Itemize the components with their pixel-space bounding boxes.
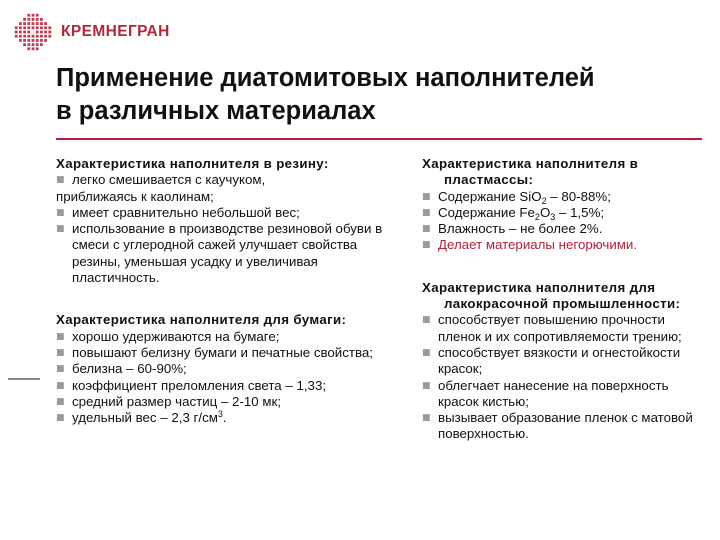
logo-cell <box>23 22 26 25</box>
left-column <box>56 156 402 426</box>
sio2-sub: 2 <box>541 195 547 206</box>
bullet-square-icon: ■ <box>56 331 65 342</box>
bullet-square-icon: ■ <box>56 175 65 186</box>
logo-cell <box>27 31 30 34</box>
logo-cell <box>40 31 43 34</box>
logo-cell <box>23 26 26 29</box>
list-item <box>422 378 704 411</box>
plastics-sio2 <box>438 189 704 205</box>
logo-cell <box>19 22 22 25</box>
bullet-square-icon: ■ <box>422 315 431 326</box>
list-item <box>422 410 704 443</box>
paint-item-2: способствует вязкости и огнестойкости красок; <box>438 344 681 377</box>
logo-cell <box>44 35 47 38</box>
paper-item-3: белизна – 60-90%; <box>72 361 187 377</box>
fe2o3-sub2: 3 <box>550 211 556 222</box>
logo-cell <box>40 26 43 29</box>
bullet-square-icon: ■ <box>56 207 65 218</box>
plastics-fe2o3 <box>438 205 704 221</box>
list-item <box>56 172 402 188</box>
list-item <box>422 237 704 253</box>
logo-cell <box>36 39 39 42</box>
logo-cell <box>27 14 30 17</box>
logo-cell <box>36 35 39 38</box>
list-item <box>56 410 402 426</box>
fe2o3-sub1: 2 <box>534 211 540 222</box>
list-item <box>56 221 402 286</box>
page-title-line-1: Применение диатомитовых наполнителей <box>56 64 595 92</box>
plastics-nonflammable: Делает материалы негорючими. <box>438 237 638 253</box>
logo-cell <box>32 35 35 38</box>
logo-cell <box>36 22 39 25</box>
page-title-line-2: в различных материалах <box>56 97 376 125</box>
logo-cell <box>27 43 30 46</box>
paint-item-4: вызывает образование пленок с матовой поверхностью. <box>438 410 693 442</box>
logo-cell <box>32 26 35 29</box>
logo-cell <box>32 14 35 17</box>
list-item <box>422 189 704 205</box>
rubber-item-3: использование в производстве резиновой обуви в смеси с углеродной сажей улучшает свойства резины, уменьшая усадку и увеличивая пластичность. <box>72 221 383 286</box>
fe2o3-post: – 1,5%; <box>555 204 605 220</box>
bullet-square-icon: ■ <box>422 224 431 235</box>
logo-cell <box>15 31 18 34</box>
rubber-heading: Характеристика наполнителя в резину: <box>56 156 329 171</box>
list-item <box>56 345 402 361</box>
bullet-square-icon: ■ <box>56 396 65 407</box>
bullet-square-icon: ■ <box>422 191 431 202</box>
logo-cell <box>15 26 18 29</box>
logo-cell <box>19 39 22 42</box>
logo-cell <box>40 35 43 38</box>
bullet-square-icon: ■ <box>422 207 431 218</box>
rubber-item-1: легко смешивается с каучуком, <box>72 172 266 188</box>
logo-cell <box>48 35 51 38</box>
logo-cell <box>40 18 43 21</box>
list-item <box>422 221 704 237</box>
logo-cell <box>36 43 39 46</box>
brand-logo <box>13 12 170 52</box>
logo-cell <box>36 26 39 29</box>
rubber-item-1-continuation: приближаясь к каолинам; <box>56 188 214 204</box>
logo-cell <box>36 47 39 50</box>
bullet-square-icon: ■ <box>56 347 65 358</box>
sio2-pre: Содержание Si <box>438 188 532 204</box>
list-item <box>422 312 704 345</box>
logo-cell <box>23 18 26 21</box>
logo-cell <box>32 39 35 42</box>
side-mark <box>8 378 40 380</box>
logo-cell <box>27 35 30 38</box>
paper-weight-sup: 3 <box>217 409 223 420</box>
sio2-post: – 80-88%; <box>546 188 611 204</box>
logo-cell <box>27 18 30 21</box>
list-item <box>56 378 402 394</box>
paper-item-6 <box>72 410 402 426</box>
right-column <box>422 156 704 443</box>
logo-cell <box>23 35 26 38</box>
bullet-square-icon: ■ <box>422 347 431 358</box>
logo-cell <box>40 39 43 42</box>
fe2o3-pre: Содержание Fe <box>438 204 535 220</box>
logo-cell <box>40 22 43 25</box>
logo-cell <box>19 35 22 38</box>
bullet-square-icon: ■ <box>56 380 65 391</box>
logo-cell <box>27 39 30 42</box>
logo-cell <box>36 18 39 21</box>
paint-item-1: способствует повышению прочности пленок и их сопротивляемости трению; <box>438 312 682 344</box>
logo-cell <box>15 35 18 38</box>
logo-cell <box>32 22 35 25</box>
list-item <box>56 205 402 221</box>
logo-cell <box>32 43 35 46</box>
grid-logo-icon <box>13 12 53 52</box>
bullet-square-icon: ■ <box>422 240 431 251</box>
logo-cell <box>40 43 43 46</box>
fe2o3-el: O <box>539 204 551 220</box>
paint-heading: Характеристика наполнителя для лакокрасочной промышленности: <box>422 279 681 312</box>
bullet-square-icon: ■ <box>56 364 65 375</box>
paper-weight-end: . <box>222 410 227 426</box>
brand-name: КРЕМНЕГРАН <box>61 23 170 40</box>
logo-cell <box>32 47 35 50</box>
title-divider <box>56 138 702 140</box>
bullet-square-icon: ■ <box>422 380 431 391</box>
paper-item-5: средний размер частиц – 2-10 мк; <box>72 393 282 409</box>
paper-weight-text: удельный вес – 2,3 г/см <box>72 410 218 426</box>
logo-cell <box>36 31 39 34</box>
logo-cell <box>23 43 26 46</box>
logo-cell <box>44 26 47 29</box>
paper-item-1: хорошо удерживаются на бумаге; <box>72 328 280 344</box>
bullet-square-icon: ■ <box>56 224 65 235</box>
logo-cell <box>19 31 22 34</box>
logo-cell <box>27 47 30 50</box>
logo-cell <box>44 22 47 25</box>
logo-cell <box>48 26 51 29</box>
bullet-square-icon: ■ <box>56 413 65 424</box>
plastics-heading: Характеристика наполнителя в пластмассы: <box>422 156 639 188</box>
paper-item-2: повышают белизну бумаги и печатные свойства; <box>72 344 373 360</box>
paint-item-3: облегчает нанесение на поверхность красок кистью; <box>438 377 669 409</box>
logo-cell <box>36 14 39 17</box>
sio2-el: O <box>531 188 542 204</box>
logo-cell <box>23 31 26 34</box>
logo-cell <box>48 31 51 34</box>
logo-cell <box>44 31 47 34</box>
paper-item-4: коэффициент преломления света – 1,33; <box>72 377 327 393</box>
rubber-item-2: имеет сравнительно небольшой вес; <box>72 204 300 220</box>
list-item <box>422 205 704 221</box>
list-item <box>56 361 402 377</box>
plastics-humidity: Влажность – не более 2%. <box>438 221 603 237</box>
logo-cell <box>44 39 47 42</box>
logo-cell <box>19 26 22 29</box>
list-item <box>422 345 704 378</box>
list-item <box>56 329 402 345</box>
bullet-square-icon: ■ <box>422 413 431 424</box>
logo-cell <box>27 26 30 29</box>
logo-cell <box>27 22 30 25</box>
paper-heading: Характеристика наполнителя для бумаги: <box>56 312 347 328</box>
page-title <box>56 62 706 128</box>
list-item <box>56 394 402 410</box>
logo-cell <box>23 39 26 42</box>
logo-cell <box>32 18 35 21</box>
